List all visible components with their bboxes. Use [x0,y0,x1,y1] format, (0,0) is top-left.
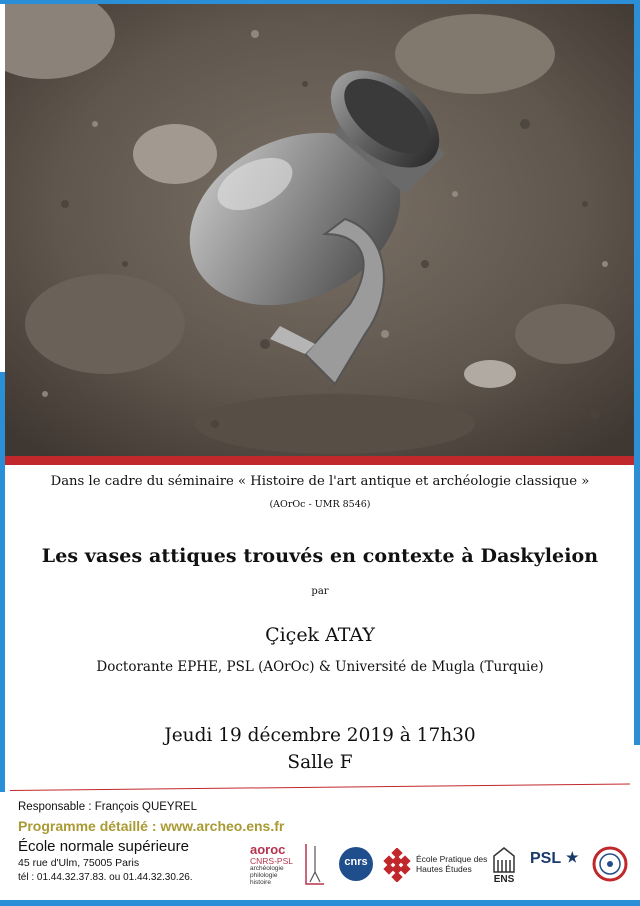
event-date: Jeudi 19 décembre 2019 à 17h30 [164,725,476,746]
attic-vase-excavation-photo [5,4,634,456]
speaker-name: Çiçek ATAY [265,624,375,646]
phone-numbers: tél : 01.44.32.37.83. ou 01.44.32.30.26. [18,872,193,883]
school-name: École normale supérieure [18,838,189,855]
red-band [5,456,634,465]
partner-logos [248,840,638,890]
responsible: Responsable : François QUEYREL [18,801,197,813]
university-seal-icon [592,846,628,882]
school-address: 45 rue d'Ulm, 75005 Paris [18,857,140,869]
psl-logo [530,849,579,868]
aoroc-title: aoroc [250,842,286,857]
cnrs-logo [338,846,374,882]
research-unit: (AOrOc - UMR 8546) [269,499,371,510]
bottom-border [0,900,640,906]
ens-logo [488,844,520,888]
talk-title: Les vases attiques trouvés en contexte à Daskyleion [41,545,599,567]
aoroc-emblem-icon [302,842,328,886]
speaker-affiliation: Doctorante EPHE, PSL (AOrOc) & Université de Mugla (Turquie) [96,659,544,675]
event-room: Salle F [287,752,353,773]
seminar-intro: Dans le cadre du séminaire « Histoire de l'art antique et archéologie classique » [50,474,590,489]
ens-building-icon [488,844,520,874]
star-icon: ★ [566,849,579,865]
aoroc-lines: archéologie philologie histoire [250,865,284,886]
program-link[interactable]: Programme détaillé : www.archeo.ens.fr [18,818,285,834]
seal-logo [592,846,628,882]
footer-divider [10,784,630,791]
ephe-name: École Pratique des Hautes Études [416,854,488,874]
aoroc-logo [248,842,330,888]
by-label: par [311,586,329,597]
vase-photo [5,4,634,456]
psl-text: PSL [530,850,562,867]
cnrs-text: cnrs [344,856,368,868]
ephe-emblem [380,848,414,882]
aoroc-sub: CNRS-PSL [250,856,293,866]
ens-text: ENS [493,874,515,885]
ephe-diamond-icon [380,848,414,882]
